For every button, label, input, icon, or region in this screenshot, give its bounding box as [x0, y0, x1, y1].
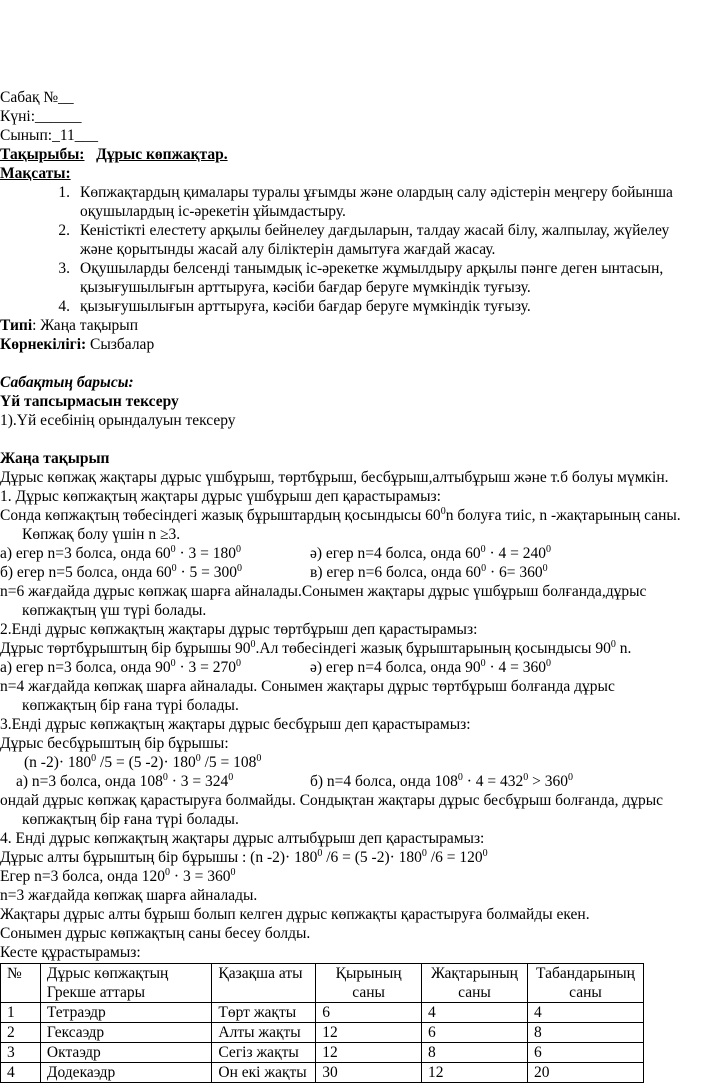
section-3-title: 3.Енді дұрыс көпжақтың жақтары дұрыс бесбұрыш деп қарастырамыз: [0, 716, 471, 733]
section-3-conclusion: ондай дұрыс көпжақ қарастыруға болмайды. Сондықтан жақтары дұрыс бесбұрыш болғанда, дұрыс [0, 792, 664, 809]
section-1-title: 1. Дұрыс көпжақтың жақтары дұрыс үшбұрыш деп қарастырамыз: [0, 488, 441, 505]
section-2-cases: а) егер n=3 болса, онда $90^0 \cdot 3 = 270^0$ ә) егер n=4 болса, онда $90^0 \cdot 4 = 360^0$ [0, 657, 552, 676]
table-header: Дұрыс көпжақтың Грекше аттары [40, 964, 211, 1003]
section-1-conclusion: n=6 жағдайда дұрыс көпжақ шарға айналады.Сонымен жақтары дұрыс үшбұрыш болғанда,дұрыс [0, 583, 647, 600]
homework-label: Үй тапсырмасын тексеру [0, 393, 179, 410]
section-1-line: Сонда көпжақтың төбесіндегі жазық бұрыштардың қосындысы $60^0n$ болуға тиіс, n -жақтарының саны. [0, 505, 681, 524]
new-topic-label: Жаңа тақырып [0, 450, 110, 467]
lesson-date: Күні:______ [0, 108, 82, 125]
section-2-conclusion: n=4 жағдайда көпжақ шарға айналады. Сонымен жақтары дұрыс төртбұрыш болғанда дұрыс [0, 678, 615, 695]
section-1-conclusion: көпжақтың үш түрі болады. [22, 602, 207, 619]
section-2-conclusion: көпжақтың бір ғана түрі болады. [22, 697, 239, 714]
polyhedra-table [0, 963, 644, 1083]
visual-line: Көрнекілігі: Сызбалар [0, 336, 155, 353]
aim-item: 3. Оқушыларды белсенді танымдық іс-әрекетке жұмылдыру арқылы пәнге деген ынтасын, қызығушылығын арттыруға, кәсіби бағдар беруге мүмкіндік туғызу. [58, 260, 664, 296]
aims-label: Мақсаты: [0, 165, 71, 182]
topic-value: Дұрыс көпжақтар. [96, 146, 228, 163]
section-4-line: n=3 жағдайда көпжақ шарға айналады. [0, 887, 258, 904]
table-row: 1 Тетраэдр Төрт жақты 6 4 4 [1, 1003, 644, 1023]
table-row: 3 Октаэдр Сегіз жақты 12 8 6 [1, 1043, 644, 1063]
aim-item: 4. қызығушылығын арттыруға, кәсіби бағдар беруге мүмкіндік туғызу. [58, 298, 531, 315]
section-4-case: Егер n=3 болса, онда $120^0 \cdot 3 = 360^0$ [0, 866, 236, 885]
topic-line [0, 145, 700, 164]
section-1-cases: б) егер n=5 болса, онда $60^0 \cdot 5 = 300^0$ в) егер n=6 болса, онда $60^0 \cdot 6= 360^0$ [0, 562, 548, 581]
section-3-line: Дұрыс бесбұрыштың бір бұрышы: [0, 735, 229, 752]
intro-text: Дұрыс көпжақ жақтары дұрыс үшбұрыш, төртбұрыш, бесбұрыш,алтыбұрыш және т.б болуы мүмкін. [0, 469, 669, 486]
table-header: Қазақша аты [212, 964, 316, 1003]
document-page [0, 88, 700, 1083]
lesson-number: Сабақ №__ [0, 89, 74, 106]
section-4-formula: Дұрыс алты бұрыштың бір бұрышы : (n $-2)\cdot 180^0$ /6 = (5 $-2)\cdot 180^0$ $/6 = 120^0$ [0, 847, 488, 866]
section-2-title: 2.Енді дұрыс көпжақтың жақтары дұрыс төртбұрыш деп қарастырамыз: [0, 621, 478, 638]
table-row: 4 Додекаэдр Он екі жақты 30 12 20 [1, 1063, 644, 1083]
table-header: Қырының саны [316, 964, 422, 1003]
section-1-condition: Көпжақ болу үшін n ≥3. [22, 526, 181, 543]
table-intro: Кесте құрастырамыз: [0, 944, 141, 961]
table-header: Табандарының саны [527, 964, 643, 1003]
section-4-line: Жақтары дұрыс алты бұрыш болып келген дұрыс көпжақты қарастыруға болмайды екен. [0, 906, 590, 923]
section-1-cases: а) егер n=3 болса, онда $60^0 \cdot 3 = 180^0$ ә) егер n=4 болса, онда $60^0 \cdot 4 = 240^0$ [0, 543, 552, 562]
section-3-conclusion: көпжақтың бір ғана түрі болады. [22, 811, 239, 828]
lesson-grade: Сынып:_11___ [0, 127, 98, 144]
type-line: Типі: Жаңа тақырып [0, 317, 138, 334]
aims-list [0, 183, 700, 316]
topic-label: Тақырыбы: [0, 146, 85, 163]
table-header: № [1, 964, 41, 1003]
section-2-line: Дұрыс төртбұрыштың бір бұрышы $90^0.Ал$ төбесіндегі жазық бұрыштарының қосындысы $90^0$ n. [0, 638, 632, 657]
homework-item: 1).Үй есебінің орындалуын тексеру [0, 412, 236, 429]
section-4-line: Сонымен дұрыс көпжақтың саны бесеу болды. [0, 925, 311, 942]
aim-item: 2. Кеністікті елестету арқылы бейнелеу дағдыларын, талдау жасай білу, жалпылау, жүйелеу және қорытынды жасай алу біліктерін дамытуға жағдай жасау. [58, 222, 670, 258]
table-header-row [1, 964, 644, 1003]
section-3-cases: а) n=3 болса, онда $108^0 \cdot 3 = 324^0$ б) n=4 болса, онда $108^0 \cdot 4 = 432^0 > 360^0$ [16, 771, 573, 790]
aim-item: 1. Көпжақтардың қималары туралы ұғымды және олардың салу әдістерін меңгеру бойынша оқушылардың іс-әрекетін ұйымдастыру. [58, 184, 673, 220]
course-label: Сабақтың барысы: [0, 374, 134, 391]
table-row: 2 Гексаэдр Алты жақты 12 6 8 [1, 1023, 644, 1043]
section-4-title: 4. Енді дұрыс көпжақтың жақтары дұрыс алтыбұрыш деп қарастырамыз: [0, 830, 485, 847]
table-header: Жақтарының саны [422, 964, 528, 1003]
section-3-formula: (n $-2)\cdot 180^0$ /5 = (5 $-2)\cdot 180^0$ $/5 = 108^0$ [24, 752, 262, 771]
